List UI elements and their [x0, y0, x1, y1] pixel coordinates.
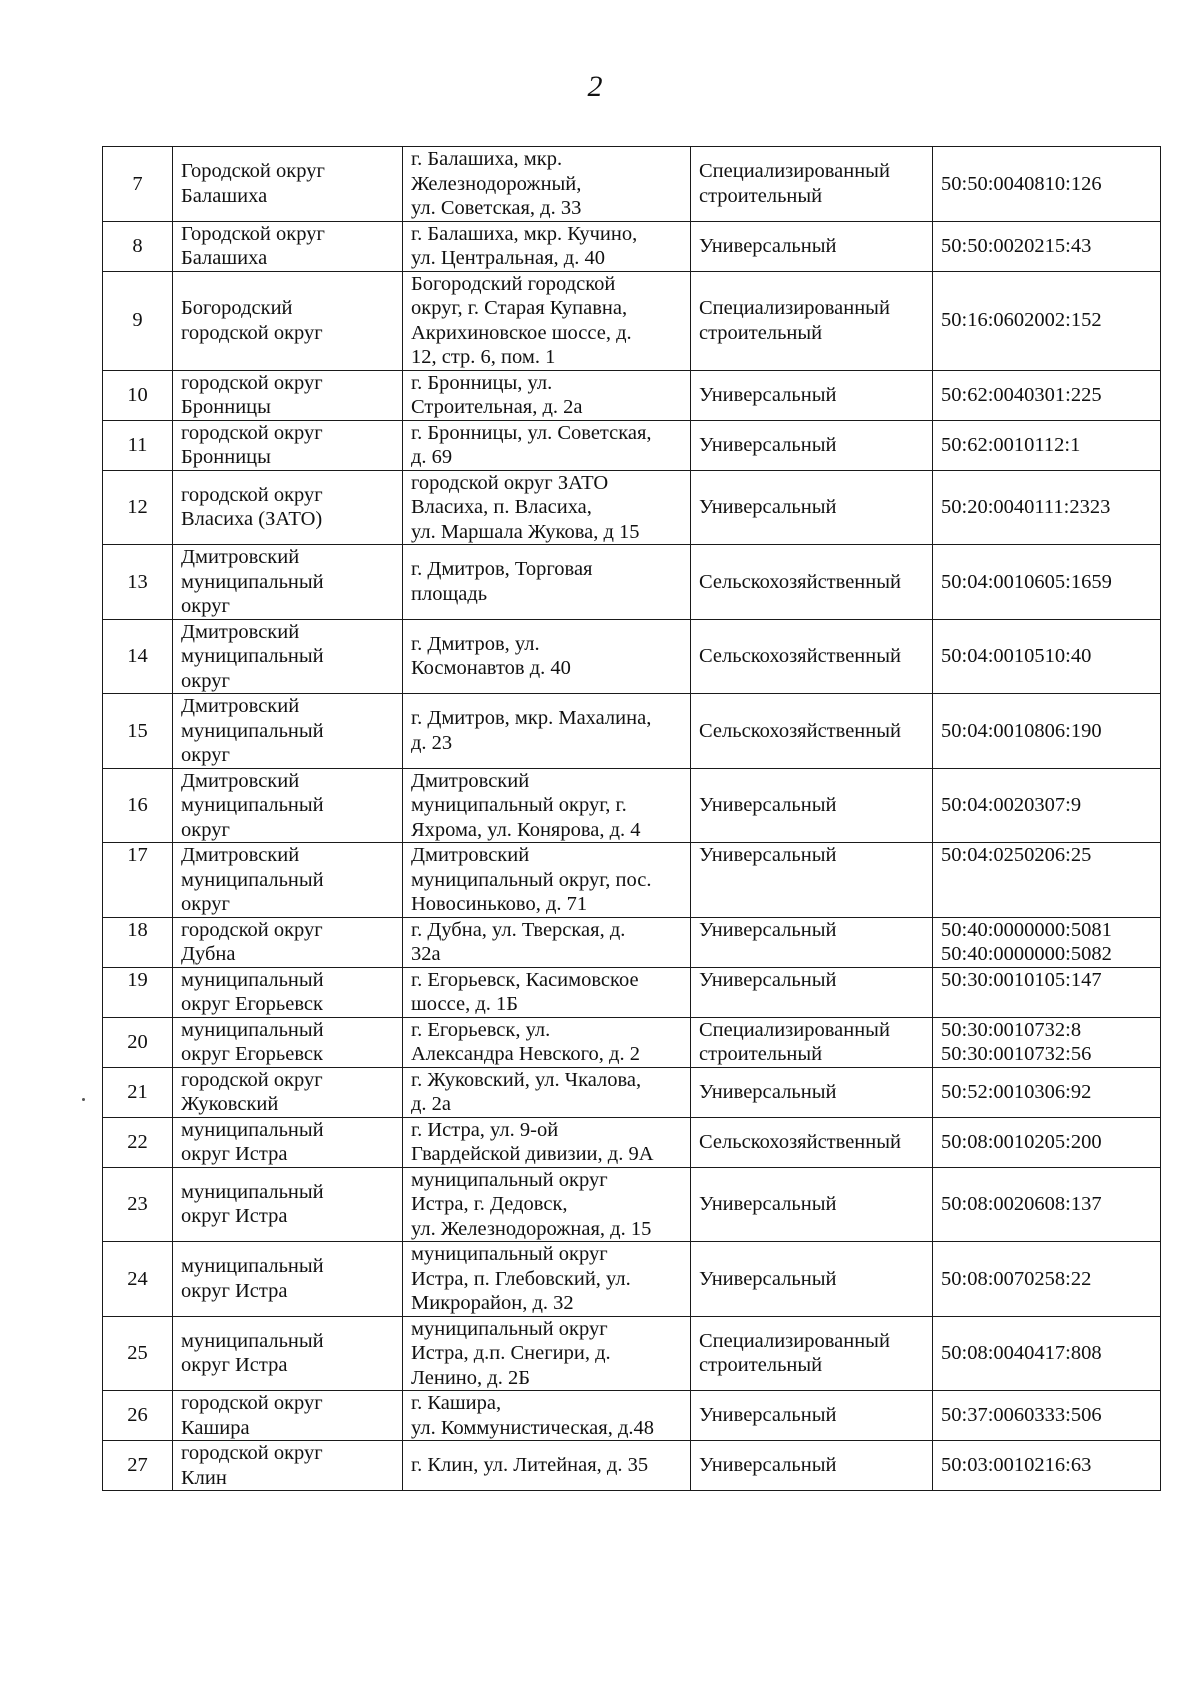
cadastral-number-cell: 50:50:0040810:126 — [933, 147, 1161, 222]
address-cell: г. Жуковский, ул. Чкалова, д. 2а — [403, 1067, 691, 1117]
municipality-cell: городской округ Бронницы — [173, 420, 403, 470]
table-row — [103, 1017, 1161, 1067]
table-body — [103, 147, 1161, 1491]
market-type-cell: Специализированный строительный — [691, 271, 933, 370]
municipality-cell: городской округ Власиха (ЗАТО) — [173, 470, 403, 545]
table-row — [103, 967, 1161, 1017]
market-type-cell: Универсальный — [691, 1167, 933, 1242]
municipality-cell: муниципальный округ Истра — [173, 1242, 403, 1317]
market-type-cell: Сельскохозяйственный — [691, 1117, 933, 1167]
cadastral-number-cell: 50:62:0010112:1 — [933, 420, 1161, 470]
market-registry-table — [102, 146, 1161, 1491]
market-type-cell: Универсальный — [691, 370, 933, 420]
row-number-cell: 10 — [103, 370, 173, 420]
market-type-cell: Сельскохозяйственный — [691, 694, 933, 769]
row-number-cell: 8 — [103, 221, 173, 271]
cadastral-number-cell: 50:37:0060333:506 — [933, 1391, 1161, 1441]
market-type-cell: Универсальный — [691, 221, 933, 271]
address-cell: г. Бронницы, ул. Строительная, д. 2а — [403, 370, 691, 420]
table-row — [103, 1167, 1161, 1242]
row-number-cell: 11 — [103, 420, 173, 470]
municipality-cell: муниципальный округ Егорьевск — [173, 967, 403, 1017]
market-type-cell: Универсальный — [691, 843, 933, 918]
address-cell: г. Егорьевск, Касимовское шоссе, д. 1Б — [403, 967, 691, 1017]
row-number-cell: 7 — [103, 147, 173, 222]
market-type-cell: Сельскохозяйственный — [691, 619, 933, 694]
market-type-cell: Универсальный — [691, 470, 933, 545]
row-number-cell: 24 — [103, 1242, 173, 1317]
cadastral-number-cell: 50:03:0010216:63 — [933, 1441, 1161, 1491]
market-type-cell: Универсальный — [691, 1242, 933, 1317]
row-number-cell: 13 — [103, 545, 173, 620]
municipality-cell: муниципальный округ Истра — [173, 1167, 403, 1242]
address-cell: г. Дмитров, мкр. Махалина, д. 23 — [403, 694, 691, 769]
municipality-cell: городской округ Кашира — [173, 1391, 403, 1441]
address-cell: Дмитровский муниципальный округ, г. Яхрома, ул. Конярова, д. 4 — [403, 768, 691, 843]
market-type-cell: Специализированный строительный — [691, 1017, 933, 1067]
market-type-cell: Универсальный — [691, 917, 933, 967]
table-row — [103, 1242, 1161, 1317]
market-type-cell: Универсальный — [691, 967, 933, 1017]
row-number-cell: 22 — [103, 1117, 173, 1167]
market-type-cell: Универсальный — [691, 1391, 933, 1441]
market-type-cell: Специализированный строительный — [691, 1316, 933, 1391]
municipality-cell: Дмитровский муниципальный округ — [173, 843, 403, 918]
municipality-cell: Городской округ Балашиха — [173, 221, 403, 271]
row-number-cell: 20 — [103, 1017, 173, 1067]
address-cell: Богородский городской округ, г. Старая Купавна, Акрихиновское шоссе, д. 12, стр. 6, пом. 1 — [403, 271, 691, 370]
municipality-cell: муниципальный округ Истра — [173, 1117, 403, 1167]
cadastral-number-cell: 50:04:0010605:1659 — [933, 545, 1161, 620]
row-number-cell: 15 — [103, 694, 173, 769]
row-number-cell: 12 — [103, 470, 173, 545]
market-type-cell: Универсальный — [691, 420, 933, 470]
municipality-cell: муниципальный округ Егорьевск — [173, 1017, 403, 1067]
address-cell: г. Балашиха, мкр. Кучино, ул. Центральная, д. 40 — [403, 221, 691, 271]
municipality-cell: Дмитровский муниципальный округ — [173, 619, 403, 694]
address-cell: г. Кашира, ул. Коммунистическая, д.48 — [403, 1391, 691, 1441]
table-row — [103, 1316, 1161, 1391]
table-row — [103, 370, 1161, 420]
table-row — [103, 917, 1161, 967]
municipality-cell: Дмитровский муниципальный округ — [173, 694, 403, 769]
row-number-cell: 16 — [103, 768, 173, 843]
cadastral-number-cell: 50:04:0010806:190 — [933, 694, 1161, 769]
municipality-cell: Дмитровский муниципальный округ — [173, 768, 403, 843]
row-number-cell: 17 — [103, 843, 173, 918]
cadastral-number-cell: 50:40:0000000:5081 50:40:0000000:5082 — [933, 917, 1161, 967]
cadastral-number-cell: 50:20:0040111:2323 — [933, 470, 1161, 545]
address-cell: г. Дмитров, Торговая площадь — [403, 545, 691, 620]
cadastral-number-cell: 50:30:0010105:147 — [933, 967, 1161, 1017]
municipality-cell: Богородский городской округ — [173, 271, 403, 370]
municipality-cell: муниципальный округ Истра — [173, 1316, 403, 1391]
table-row — [103, 420, 1161, 470]
market-type-cell: Универсальный — [691, 1067, 933, 1117]
cadastral-number-cell: 50:30:0010732:8 50:30:0010732:56 — [933, 1017, 1161, 1067]
cadastral-number-cell: 50:04:0010510:40 — [933, 619, 1161, 694]
cadastral-number-cell: 50:62:0040301:225 — [933, 370, 1161, 420]
municipality-cell: городской округ Жуковский — [173, 1067, 403, 1117]
table-row — [103, 1117, 1161, 1167]
row-number-cell: 23 — [103, 1167, 173, 1242]
municipality-cell: городской округ Дубна — [173, 917, 403, 967]
table-row — [103, 1441, 1161, 1491]
address-cell: г. Истра, ул. 9-ой Гвардейской дивизии, д. 9А — [403, 1117, 691, 1167]
cadastral-number-cell: 50:08:0010205:200 — [933, 1117, 1161, 1167]
address-cell: г. Дмитров, ул. Космонавтов д. 40 — [403, 619, 691, 694]
municipality-cell: городской округ Бронницы — [173, 370, 403, 420]
cadastral-number-cell: 50:16:0602002:152 — [933, 271, 1161, 370]
table-row — [103, 1391, 1161, 1441]
scan-speck — [82, 1098, 85, 1101]
table-row — [103, 271, 1161, 370]
address-cell: муниципальный округ Истра, д.п. Снегири, д. Ленино, д. 2Б — [403, 1316, 691, 1391]
cadastral-number-cell: 50:52:0010306:92 — [933, 1067, 1161, 1117]
cadastral-number-cell: 50:50:0020215:43 — [933, 221, 1161, 271]
municipality-cell: Городской округ Балашиха — [173, 147, 403, 222]
market-type-cell: Универсальный — [691, 1441, 933, 1491]
row-number-cell: 19 — [103, 967, 173, 1017]
cadastral-number-cell: 50:04:0020307:9 — [933, 768, 1161, 843]
table-row — [103, 1067, 1161, 1117]
municipality-cell: городской округ Клин — [173, 1441, 403, 1491]
address-cell: городской округ ЗАТО Власиха, п. Власиха, ул. Маршала Жукова, д 15 — [403, 470, 691, 545]
address-cell: г. Бронницы, ул. Советская, д. 69 — [403, 420, 691, 470]
cadastral-number-cell: 50:08:0020608:137 — [933, 1167, 1161, 1242]
cadastral-number-cell: 50:08:0040417:808 — [933, 1316, 1161, 1391]
address-cell: муниципальный округ Истра, г. Дедовск, ул. Железнодорожная, д. 15 — [403, 1167, 691, 1242]
table-row — [103, 221, 1161, 271]
row-number-cell: 26 — [103, 1391, 173, 1441]
market-type-cell: Универсальный — [691, 768, 933, 843]
row-number-cell: 21 — [103, 1067, 173, 1117]
row-number-cell: 9 — [103, 271, 173, 370]
municipality-cell: Дмитровский муниципальный округ — [173, 545, 403, 620]
table-row — [103, 545, 1161, 620]
table-row — [103, 843, 1161, 918]
address-cell: муниципальный округ Истра, п. Глебовский, ул. Микрорайон, д. 32 — [403, 1242, 691, 1317]
page-number: 2 — [587, 70, 603, 103]
address-cell: Дмитровский муниципальный округ, пос. Новосиньково, д. 71 — [403, 843, 691, 918]
table-row — [103, 147, 1161, 222]
cadastral-number-cell: 50:08:0070258:22 — [933, 1242, 1161, 1317]
address-cell: г. Дубна, ул. Тверская, д. 32а — [403, 917, 691, 967]
address-cell: г. Балашиха, мкр. Железнодорожный, ул. Советская, д. 33 — [403, 147, 691, 222]
row-number-cell: 27 — [103, 1441, 173, 1491]
address-cell: г. Егорьевск, ул. Александра Невского, д. 2 — [403, 1017, 691, 1067]
table-row — [103, 470, 1161, 545]
cadastral-number-cell: 50:04:0250206:25 — [933, 843, 1161, 918]
row-number-cell: 14 — [103, 619, 173, 694]
market-type-cell: Сельскохозяйственный — [691, 545, 933, 620]
row-number-cell: 25 — [103, 1316, 173, 1391]
address-cell: г. Клин, ул. Литейная, д. 35 — [403, 1441, 691, 1491]
table-row — [103, 619, 1161, 694]
table-row — [103, 768, 1161, 843]
table-row — [103, 694, 1161, 769]
row-number-cell: 18 — [103, 917, 173, 967]
market-type-cell: Специализированный строительный — [691, 147, 933, 222]
